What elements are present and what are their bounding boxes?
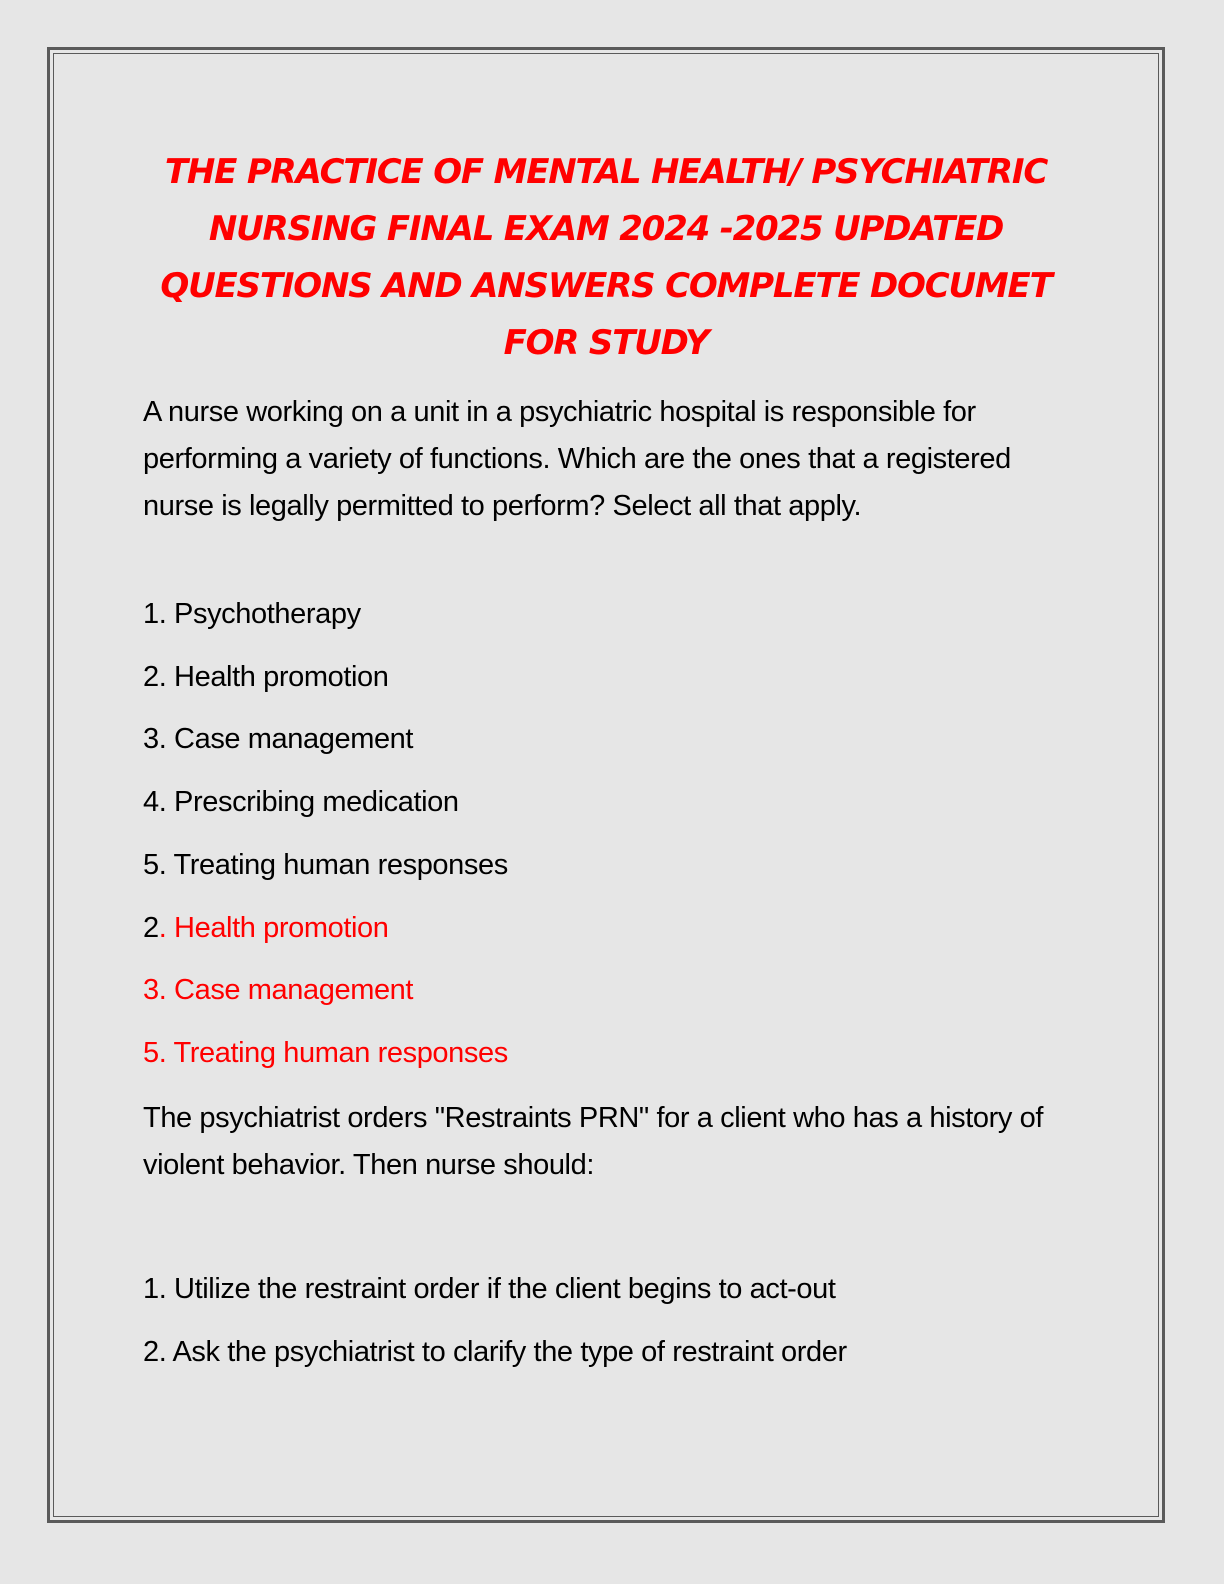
title-line-4: FOR STUDY	[503, 323, 709, 363]
title-line-2: NURSING FINAL EXAM 2024 -2025 UPDATED	[208, 209, 1004, 249]
question-1-option-5: 5. Treating human responses	[143, 849, 508, 881]
question-1-option-3: 3. Case management	[143, 723, 414, 755]
question-2-option-1: 1. Utilize the restraint order if the client begins to act-out	[143, 1273, 836, 1305]
question-2-text: The psychiatrist orders "Restraints PRN" for a client who has a history of violent behavior. Then nurse should:	[143, 1102, 1044, 1181]
question-1-answer-1	[143, 910, 389, 946]
answer-1-prefix: 2	[143, 912, 159, 944]
question-2-option-2: 2. Ask the psychiatrist to clarify the type of restraint order	[143, 1336, 847, 1368]
question-1-option-2: 2. Health promotion	[143, 661, 389, 693]
question-1-option-1: 1. Psychotherapy	[143, 598, 361, 630]
title-line-3: QUESTIONS AND ANSWERS COMPLETE DOCUMET	[160, 266, 1052, 306]
question-1-answer-2: 3. Case management	[143, 974, 414, 1006]
title-line-1: THE PRACTICE OF MENTAL HEALTH/ PSYCHIATRIC	[164, 152, 1048, 192]
answer-1-text: . Health promotion	[158, 912, 389, 944]
document-title	[140, 144, 1072, 372]
question-1-text: A nurse working on a unit in a psychiatric hospital is responsible for performing a variety of functions. Which are the ones that a registered nurse is legally permitted to perform? Select all that apply.	[143, 396, 1011, 522]
question-1-answer-3: 5. Treating human responses	[143, 1037, 508, 1069]
question-1-option-4: 4. Prescribing medication	[143, 786, 459, 818]
